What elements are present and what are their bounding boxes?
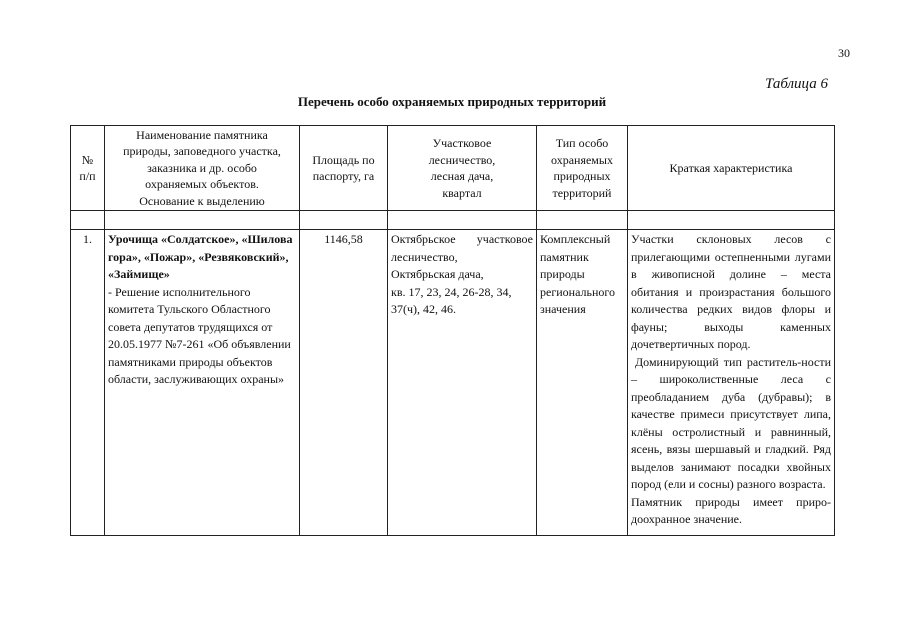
site-name: Урочища «Солдатское», «Шилова гора», «Пожар», «Резвяковский», «Займище» bbox=[108, 232, 293, 281]
header-cell-area: Площадь по паспорту, га bbox=[300, 126, 388, 211]
row-forestry-cell: Октябрьское участковое лесничество, Октябрьская дача, кв. 17, 23, 24, 26-28, 34, 37(ч), 42, 46. bbox=[388, 230, 537, 536]
header-cell-name: Наименование памятника природы, заповедного участка, заказника и др. особо охраняемых объектов. Основание к выделению bbox=[105, 126, 300, 211]
description-paragraph: Памятник природы имеет приро-доохранное значение. bbox=[631, 494, 831, 526]
header-cell-type: Тип особо охраняемых природных территорий bbox=[537, 126, 628, 211]
row-area: 1146,58 bbox=[300, 230, 388, 536]
description-paragraph: Доминирующий тип раститель-ности – широколиственные леса с преобладанием дуба (дубравы); в качестве примеси присутствует липа, клёны остролистный и равнинный, ясень, вязы шершавый и гладкий. Ряд выделов занимают посадки хвойных пород (ели и сосны) разного возраста. bbox=[631, 354, 831, 491]
header-cell-number: № п/п bbox=[71, 126, 105, 211]
header-cell-forestry: Участковое лесничество, лесная дача, квартал bbox=[388, 126, 537, 211]
description-paragraph: Участки склоновых лесов с прилегающими остепненными лугами в живописной долине – места обитания и произрастания большого количества редких видов флоры и фауны; выходы каменных дочетвертичных пород. bbox=[631, 232, 831, 351]
protected-areas-table bbox=[70, 125, 835, 536]
designation-basis: - Решение исполнительного комитета Тульского Областного совета депутатов трудящихся от 20.05.1977 №7-261 «Об объявлении памятниками природы объектов области, заслуживающих охраны» bbox=[108, 284, 291, 386]
row-name-cell bbox=[105, 230, 300, 536]
row-type-cell: Комплексный памятник природы регионального значения bbox=[537, 230, 628, 536]
page-number: 30 bbox=[838, 46, 850, 60]
document-title: Перечень особо охраняемых природных территорий bbox=[297, 94, 607, 109]
row-description-cell bbox=[628, 230, 835, 536]
row-number: 1. bbox=[71, 230, 105, 536]
header-cell-description: Краткая характеристика bbox=[628, 126, 835, 211]
table-caption: Таблица 6 bbox=[765, 76, 828, 92]
table-header-row bbox=[71, 126, 835, 211]
table-row bbox=[71, 230, 835, 536]
table-spacer-row bbox=[71, 211, 835, 230]
